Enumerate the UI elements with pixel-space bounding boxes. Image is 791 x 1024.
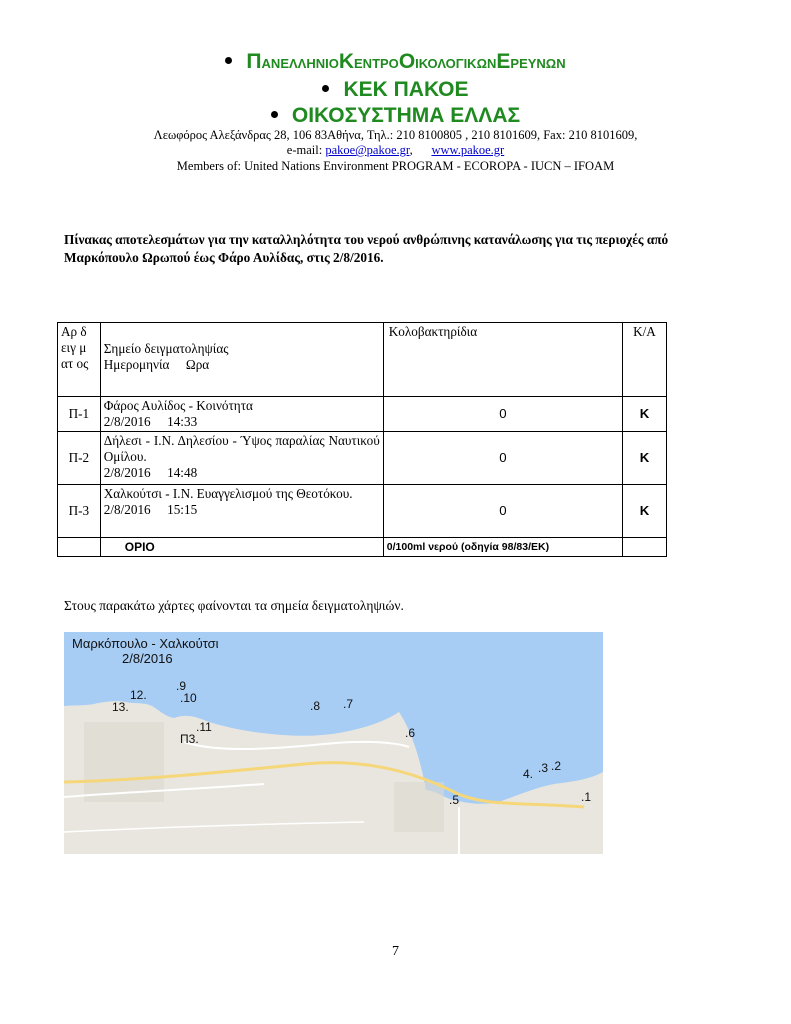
bullet-icon bbox=[225, 57, 232, 64]
table-heading: Πίνακας αποτελεσμάτων για την καταλληλότητα του νερού ανθρώπινης κατανάλωσης για τις περιοχές από Μαρκόπουλο Ωρωπού έως Φάρο Αυλίδας, στις 2/8/2016. bbox=[64, 232, 669, 265]
bullet-icon bbox=[271, 111, 278, 118]
org-subtitle-2: ΟΙΚΟΣΥΣΤΗΜΑ ΕΛΛΑΣ bbox=[0, 104, 791, 128]
town-block bbox=[394, 782, 444, 832]
address: Λεωφόρος Αλεξάνδρας 28, 106 83Αθήνα, Τηλ.: 210 8100805 , 210 8101609, Fax: 210 8101609, bbox=[153, 128, 638, 142]
limit-label: ΟΡΙΟ bbox=[100, 538, 383, 557]
sample-location: Χαλκούτσι - Ι.Ν. Ευαγγελισμού της Θεοτόκου. 2/8/2016 15:15 bbox=[100, 485, 383, 538]
table-row bbox=[58, 432, 667, 485]
ka-value: Κ bbox=[622, 432, 666, 485]
limit-blank bbox=[58, 538, 101, 557]
map-point-label: 4. bbox=[523, 767, 534, 781]
coliform-value: 0 bbox=[383, 485, 622, 538]
limit-row bbox=[58, 538, 667, 557]
table-header-row bbox=[58, 323, 667, 397]
results-table bbox=[57, 322, 667, 557]
email-link[interactable]: pakoe@pakoe.gr bbox=[325, 143, 410, 157]
map-point-label: .11 bbox=[196, 720, 212, 734]
map-point-label: 12. bbox=[130, 688, 147, 702]
map-point-label: 13. bbox=[112, 700, 129, 714]
sample-location: Δήλεσι - Ι.Ν. Δηλεσίου - Ύψος παραλίας Ναυτικού Ομίλου. 2/8/2016 14:48 bbox=[100, 432, 383, 485]
map-intro: Στους παρακάτω χάρτες φαίνονται τα σημεία δειγματοληψιών. bbox=[64, 598, 404, 613]
sample-id: Π-3 bbox=[58, 485, 101, 538]
limit-ka-blank bbox=[622, 538, 666, 557]
sample-location: Φάρος Αυλίδος - Κοινότητα 2/8/2016 14:33 bbox=[100, 397, 383, 432]
org-name bbox=[0, 50, 791, 74]
page-number: 7 bbox=[392, 944, 399, 959]
ka-value: Κ bbox=[622, 397, 666, 432]
sample-id: Π-2 bbox=[58, 432, 101, 485]
memberships: Members of: United Nations Environment PROGRAM - ECOROPA - IUCN – IFOAM bbox=[176, 159, 615, 173]
col-number-header: Αρ δειγ ματ ος bbox=[58, 323, 101, 397]
map-svg bbox=[64, 632, 603, 854]
table-row bbox=[58, 397, 667, 432]
map-point-label: .10 bbox=[180, 691, 197, 705]
ka-value: Κ bbox=[622, 485, 666, 538]
map-point-label: .8 bbox=[310, 699, 321, 713]
col-ka-header: Κ/Α bbox=[622, 323, 666, 397]
map-point-label: .3 bbox=[538, 761, 549, 775]
map-point-label: .1 bbox=[581, 790, 592, 804]
coliform-value: 0 bbox=[383, 397, 622, 432]
table-row bbox=[58, 485, 667, 538]
coliform-value: 0 bbox=[383, 432, 622, 485]
map-point-label: .7 bbox=[343, 697, 354, 711]
map-title: Μαρκόπουλο - Χαλκούτσι bbox=[72, 636, 219, 651]
sampling-map bbox=[64, 632, 603, 854]
sample-id: Π-1 bbox=[58, 397, 101, 432]
map-point-label: .6 bbox=[405, 726, 416, 740]
map-date: 2/8/2016 bbox=[122, 651, 173, 666]
org-subtitle-1: ΚΕΚ ΠΑΚΟΕ bbox=[0, 78, 791, 102]
col-location-header: Σημείο δειγματοληψίας Ημερομηνία Ωρα bbox=[100, 323, 383, 397]
contact-line: e-mail: pakoe@pakoe.gr, www.pakoe.gr bbox=[286, 143, 505, 157]
map-point-label: .2 bbox=[551, 759, 562, 773]
map-point-label: Π3. bbox=[180, 732, 199, 746]
col-coliform-header: Κολοβακτηρίδια bbox=[383, 323, 622, 397]
town-block bbox=[84, 722, 164, 802]
map-point-label: .5 bbox=[449, 793, 460, 807]
org-name-text: ΠΑΝΕΛΛΗΝΙΟΚΕΝΤΡΟΟΙΚΟΛΟΓΙΚΩΝΕΡΕΥΝΩΝ bbox=[246, 50, 566, 73]
website-link[interactable]: www.pakoe.gr bbox=[431, 143, 505, 157]
limit-value: 0/100ml νερού (οδηγία 98/83/ΕΚ) bbox=[383, 538, 622, 557]
bullet-icon bbox=[322, 85, 329, 92]
map-point-label: .9 bbox=[176, 679, 187, 693]
